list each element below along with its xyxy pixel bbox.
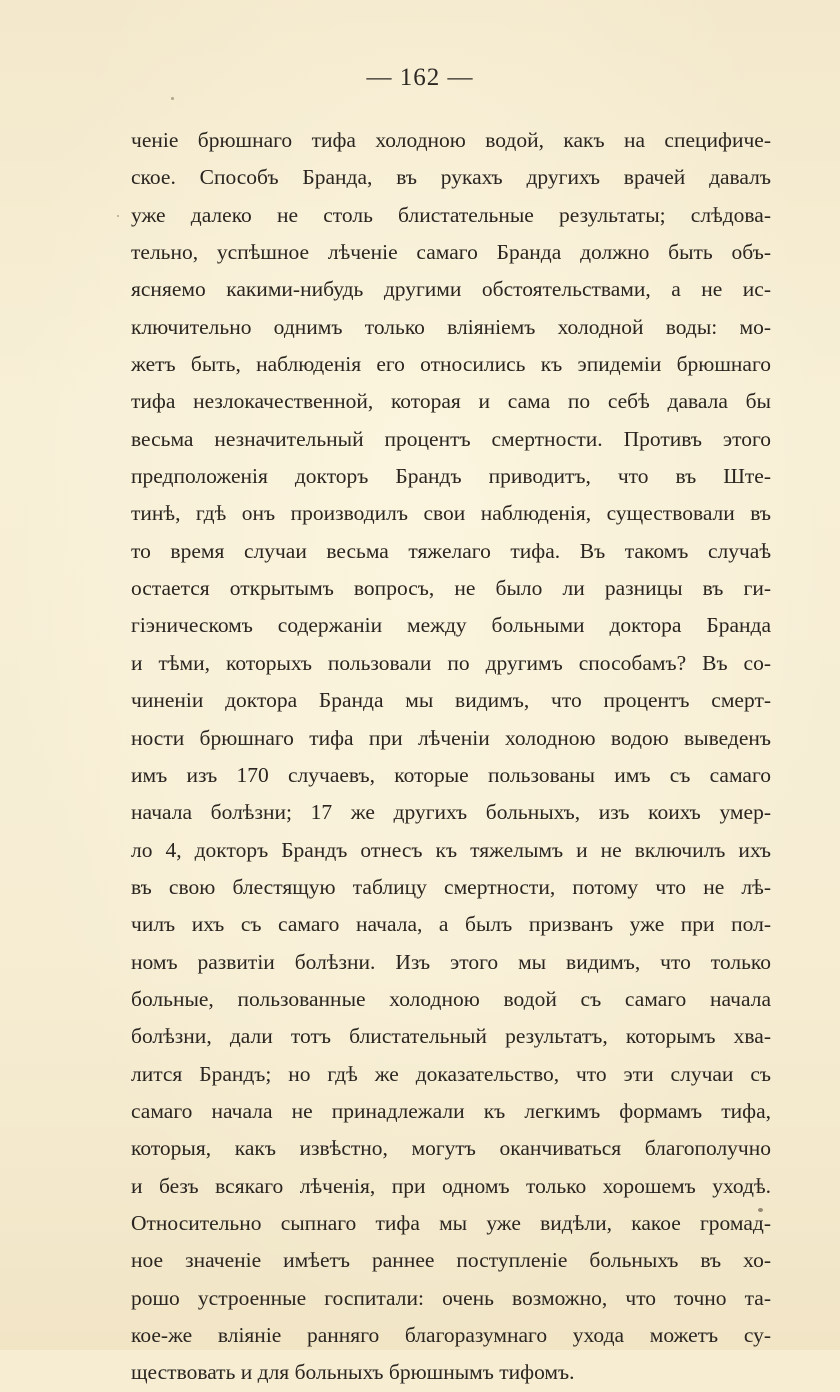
text-line: которыя, какъ извѣстно, могутъ оканчиваться благополучно	[131, 1136, 771, 1161]
text-line: кое-же вліяніе ранняго благоразумнаго ухода можетъ су-	[131, 1323, 771, 1347]
text-line: ключительно однимъ только вліяніемъ холодной воды: мо-	[131, 314, 771, 339]
text-line: Относительно сыпнаго тифа мы уже видѣли, какое громад-	[131, 1210, 771, 1235]
text-line: предположенія докторъ Брандъ приводитъ, что въ Ште-	[131, 464, 771, 489]
text-line: тинѣ, гдѣ онъ производилъ свои наблюденія, существовали въ	[131, 501, 771, 526]
text-line: самаго начала не принадлежали къ легкимъ формамъ тифа,	[131, 1098, 771, 1123]
text-line: то время случаи весьма тяжелаго тифа. Въ такомъ случаѣ	[131, 538, 771, 563]
text-line: чиненіи доктора Бранда мы видимъ, что процентъ смерт-	[131, 688, 771, 713]
page-number: — 162 —	[366, 64, 474, 91]
text-line: ясняемо какими-нибудь другими обстоятельствами, а не ис-	[131, 277, 771, 302]
text-line: ное значеніе имѣетъ раннее поступленіе больныхъ въ хо-	[131, 1248, 771, 1273]
text-line: рошо устроенные госпитали: очень возможно, что точно та-	[131, 1285, 771, 1310]
body-text	[131, 122, 771, 1392]
text-line: болѣзни, дали тотъ блистательный результатъ, которымъ хва-	[131, 1024, 771, 1049]
text-line: въ свою блестящую таблицу смертности, потому что не лѣ-	[131, 874, 771, 899]
text-line: ществовать и для больныхъ брюшнымъ тифомъ.	[131, 1360, 575, 1385]
text-line: чилъ ихъ съ самаго начала, а былъ призванъ уже при пол-	[131, 912, 771, 937]
text-line: номъ развитіи болѣзни. Изъ этого мы видимъ, что только	[131, 949, 771, 974]
text-line: тифа незлокачественной, которая и сама по себѣ давала бы	[131, 389, 771, 414]
text-line: уже далеко не столь блистательные результаты; слѣдова-	[131, 202, 771, 227]
text-line: гіэническомъ содержаніи между больными доктора Бранда	[131, 613, 771, 638]
text-line: ло 4, докторъ Брандъ отнесъ къ тяжелымъ и не включилъ ихъ	[131, 837, 771, 862]
text-line: больные, пользованные холодною водой съ самаго начала	[131, 986, 771, 1011]
text-line: ченіе брюшнаго тифа холодною водой, какъ на специфиче-	[131, 128, 771, 152]
text-line: жетъ быть, наблюденія его относились къ эпидеміи брюшнаго	[131, 352, 771, 377]
text-line: весьма незначительный процентъ смертности. Противъ этого	[131, 426, 771, 451]
text-line: ское. Способъ Бранда, въ рукахъ другихъ врачей давалъ	[131, 165, 771, 190]
text-line: и безъ всякаго лѣченія, при одномъ только хорошемъ уходѣ.	[131, 1173, 771, 1198]
text-line: тельно, успѣшное лѣченіе самаго Бранда должно быть объ-	[131, 240, 771, 265]
text-line: начала болѣзни; 17 же другихъ больныхъ, изъ коихъ умер-	[131, 800, 771, 825]
text-line: и тѣми, которыхъ пользовали по другимъ способамъ? Въ со-	[131, 650, 771, 675]
text-line: имъ изъ 170 случаевъ, которые пользованы имъ съ самаго	[131, 762, 771, 787]
text-line: ности брюшнаго тифа при лѣченіи холодною водою выведенъ	[131, 725, 771, 750]
text-line: остается открытымъ вопросъ, не было ли разницы въ ги-	[131, 576, 771, 601]
paper-speck	[117, 215, 119, 217]
paper-speck	[171, 97, 174, 100]
text-line: лится Брандъ; но гдѣ же доказательство, что эти случаи съ	[131, 1061, 771, 1086]
